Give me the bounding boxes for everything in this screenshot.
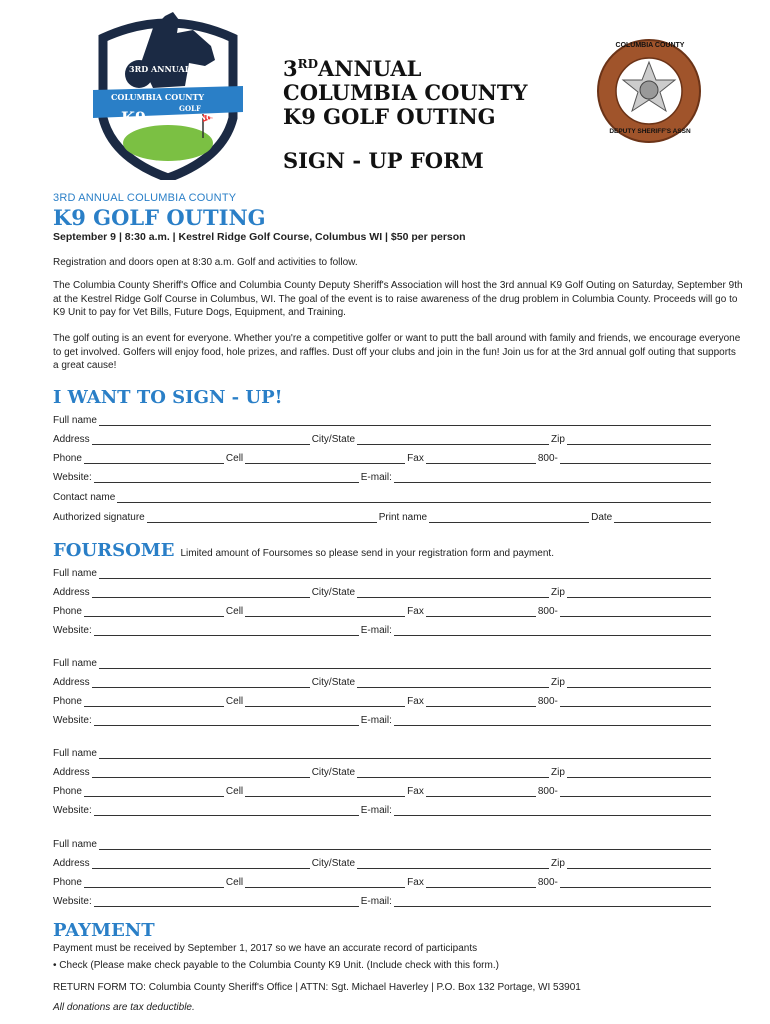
date-label: Date (591, 512, 613, 523)
foursome-2-row-fullname (53, 655, 713, 669)
foursome-2-zip-field[interactable] (567, 677, 711, 688)
signup-row-signature (53, 509, 713, 523)
foursome-4-fax-label: Fax (407, 877, 424, 888)
foursome-2-row-address (53, 674, 713, 688)
foursome-2-fax-800-field[interactable] (560, 696, 711, 707)
foursome-1-row-phone (53, 603, 713, 617)
foursome-2-website-label: Website: (53, 715, 92, 726)
intro-title: K9 GOLF OUTING (53, 205, 266, 230)
foursome-3-email-label: E-mail: (360, 805, 392, 816)
foursome-4-phone-label: Phone (53, 877, 82, 888)
header-title-line3: K9 GOLF OUTING (283, 104, 496, 129)
tax-note: All donations are tax deductible. (53, 1002, 195, 1013)
foursome-3-row-phone (53, 783, 713, 797)
foursome-3-phone-label: Phone (53, 786, 82, 797)
foursome-4-fax-800-label: 800- (537, 877, 558, 888)
foursome-3-cell-field[interactable] (245, 786, 405, 797)
signup-row-phone (53, 450, 713, 464)
address-field[interactable] (92, 434, 310, 445)
foursome-3-row-address (53, 764, 713, 778)
foursome-2-city-state-field[interactable] (357, 677, 549, 688)
foursome-3-address-field[interactable] (92, 767, 310, 778)
foursome-4-row-website (53, 893, 713, 907)
foursome-3-zip-label: Zip (551, 767, 565, 778)
payment-deadline: Payment must be received by September 1, 2017 so we have an accurate record of participants (53, 943, 478, 954)
logo-text-k9: K9 (121, 108, 147, 127)
foursome-1-address-field[interactable] (92, 587, 310, 598)
foursome-3-cell-label: Cell (225, 786, 244, 797)
phone-field[interactable] (84, 453, 224, 464)
foursome-4-website-field[interactable] (94, 896, 359, 907)
foursome-3-address-label: Address (53, 767, 90, 778)
foursome-2-phone-field[interactable] (84, 696, 224, 707)
city-state-field[interactable] (357, 434, 549, 445)
foursome-4-email-label: E-mail: (360, 896, 392, 907)
foursome-3-phone-field[interactable] (84, 786, 224, 797)
signup-row-contact (53, 489, 713, 503)
print-name-field[interactable] (429, 512, 589, 523)
foursome-2-city-state-label: City/State (311, 677, 356, 688)
foursome-2-address-field[interactable] (92, 677, 310, 688)
foursome-1-city-state-label: City/State (311, 587, 356, 598)
foursome-1-city-state-field[interactable] (357, 587, 549, 598)
foursome-2-zip-label: Zip (551, 677, 565, 688)
foursome-3-fax-800-label: 800- (537, 786, 558, 797)
event-logo (93, 8, 243, 180)
header-title-line1: 3RDANNUAL (283, 56, 422, 81)
foursome-3-fax-field[interactable] (426, 786, 536, 797)
foursome-2-phone-label: Phone (53, 696, 82, 707)
foursome-4-full-name-label: Full name (53, 839, 97, 850)
foursome-4-zip-label: Zip (551, 858, 565, 869)
foursome-2-fax-field[interactable] (426, 696, 536, 707)
foursome-3-row-website (53, 802, 713, 816)
logo-text-county: COLUMBIA COUNTY (111, 92, 205, 102)
cell-field[interactable] (245, 453, 405, 464)
payment-section-title: PAYMENT (53, 920, 155, 941)
contact-name-label: Contact name (53, 492, 116, 503)
foursome-1-email-field[interactable] (394, 625, 711, 636)
website-label: Website: (53, 472, 92, 483)
foursome-4-zip-field[interactable] (567, 858, 711, 869)
email-label: E-mail: (360, 472, 392, 483)
foursome-4-website-label: Website: (53, 896, 92, 907)
foursome-1-website-label: Website: (53, 625, 92, 636)
foursome-2-fax-label: Fax (407, 696, 424, 707)
foursome-1-phone-field[interactable] (84, 606, 224, 617)
deputy-sheriffs-badge (596, 38, 702, 144)
foursome-1-fax-label: Fax (407, 606, 424, 617)
foursome-2-email-field[interactable] (394, 715, 711, 726)
signature-field[interactable] (147, 512, 377, 523)
foursome-section-title: FOURSOME (53, 540, 175, 561)
foursome-1-fax-800-field[interactable] (560, 606, 711, 617)
foursome-3-full-name-label: Full name (53, 748, 97, 759)
intro-paragraph-3: The golf outing is an event for everyone. Whether you're a competitive golfer or want to putt the ball around with family and friends, we encourage everyone to get involved. Golfers will enjoy food, hole prizes, and raffles. Dust off your clubs and join in the fun! Join us for at the 3rd annual golf outing that supports a great cause! (53, 333, 741, 372)
full-name-field[interactable] (99, 415, 711, 426)
foursome-4-city-state-field[interactable] (357, 858, 549, 869)
foursome-2-email-label: E-mail: (360, 715, 392, 726)
fax-800-field[interactable] (560, 453, 711, 464)
website-field[interactable] (94, 472, 359, 483)
foursome-1-cell-label: Cell (225, 606, 244, 617)
foursome-2-cell-field[interactable] (245, 696, 405, 707)
foursome-1-row-fullname (53, 565, 713, 579)
intro-paragraph-1: Registration and doors open at 8:30 a.m. Golf and activities to follow. (53, 257, 358, 268)
signup-section-title: I WANT TO SIGN - UP! (53, 387, 283, 408)
foursome-4-cell-label: Cell (225, 877, 244, 888)
date-field[interactable] (614, 512, 711, 523)
foursome-3-zip-field[interactable] (567, 767, 711, 778)
foursome-2-address-label: Address (53, 677, 90, 688)
phone-label: Phone (53, 453, 82, 464)
signature-label: Authorized signature (53, 512, 145, 523)
badge-top-text: COLUMBIA COUNTY (615, 42, 685, 49)
foursome-2-fax-800-label: 800- (537, 696, 558, 707)
foursome-1-email-label: E-mail: (360, 625, 392, 636)
payment-check-note: • Check (Please make check payable to the Columbia County K9 Unit. (Include check with this form.) (53, 960, 499, 971)
foursome-1-fax-800-label: 800- (537, 606, 558, 617)
return-address: RETURN FORM TO: Columbia County Sheriff's Office | ATTN: Sgt. Michael Haverley | P.O. Box 132 Portage, WI 53901 (53, 982, 581, 993)
foursome-3-city-state-label: City/State (311, 767, 356, 778)
cell-label: Cell (225, 453, 244, 464)
email-field[interactable] (394, 472, 711, 483)
badge-bottom-text: DEPUTY SHERIFF'S ASSN (609, 128, 691, 135)
foursome-1-zip-field[interactable] (567, 587, 711, 598)
zip-label: Zip (551, 434, 565, 445)
signup-row-website (53, 469, 713, 483)
foursome-1-cell-field[interactable] (245, 606, 405, 617)
intro-kicker: 3RD ANNUAL COLUMBIA COUNTY (53, 192, 237, 204)
signup-row-fullname (53, 412, 713, 426)
foursome-4-email-field[interactable] (394, 896, 711, 907)
event-details: September 9 | 8:30 a.m. | Kestrel Ridge Golf Course, Columbus WI | $50 per person (53, 231, 466, 243)
foursome-2-website-field[interactable] (94, 715, 359, 726)
logo-text-3rd: 3RD ANNUAL (129, 64, 191, 74)
logo-text-golf: GOLF OUTING (179, 104, 213, 122)
header-title-line2: COLUMBIA COUNTY (283, 80, 528, 105)
foursome-1-address-label: Address (53, 587, 90, 598)
foursome-1-phone-label: Phone (53, 606, 82, 617)
fax-field[interactable] (426, 453, 536, 464)
foursome-4-fax-field[interactable] (426, 877, 536, 888)
print-name-label: Print name (378, 512, 428, 523)
foursome-4-full-name-field[interactable] (99, 839, 711, 850)
foursome-3-website-field[interactable] (94, 805, 359, 816)
foursome-3-fax-800-field[interactable] (560, 786, 711, 797)
fax-800-label: 800- (537, 453, 558, 464)
foursome-4-phone-field[interactable] (84, 877, 224, 888)
foursome-3-full-name-field[interactable] (99, 748, 711, 759)
contact-name-field[interactable] (117, 492, 711, 503)
intro-paragraph-2: The Columbia County Sheriff's Office and Columbia County Deputy Sheriff's Association will host the 3rd annual K9 Golf Outing on Saturday, September 9th at the Kestrel Ridge Golf Course in Columbus, WI. The goal of the event is to raise awareness of the drug problem in Columbia County. Proceeds will go to K9 Unit to pay for Vet Bills, Future Dogs, Equipment, and Training. (53, 280, 743, 319)
foursome-1-row-address (53, 584, 713, 598)
city-state-label: City/State (311, 434, 356, 445)
foursome-note: Limited amount of Foursomes so please send in your registration form and payment. (180, 548, 554, 559)
foursome-1-row-website (53, 622, 713, 636)
foursome-1-full-name-label: Full name (53, 568, 97, 579)
foursome-3-row-fullname (53, 745, 713, 759)
foursome-4-fax-800-field[interactable] (560, 877, 711, 888)
foursome-2-row-website (53, 712, 713, 726)
form-title: SIGN - UP FORM (283, 148, 484, 173)
foursome-4-row-address (53, 855, 713, 869)
zip-field[interactable] (567, 434, 711, 445)
foursome-4-cell-field[interactable] (245, 877, 405, 888)
foursome-4-city-state-label: City/State (311, 858, 356, 869)
header-title (283, 52, 583, 129)
foursome-4-row-fullname (53, 836, 713, 850)
foursome-1-fax-field[interactable] (426, 606, 536, 617)
foursome-2-full-name-field[interactable] (99, 658, 711, 669)
foursome-3-email-field[interactable] (394, 805, 711, 816)
foursome-2-row-phone (53, 693, 713, 707)
foursome-1-full-name-field[interactable] (99, 568, 711, 579)
foursome-1-website-field[interactable] (94, 625, 359, 636)
foursome-2-cell-label: Cell (225, 696, 244, 707)
foursome-4-address-field[interactable] (92, 858, 310, 869)
foursome-header (53, 540, 554, 561)
foursome-3-fax-label: Fax (407, 786, 424, 797)
foursome-3-website-label: Website: (53, 805, 92, 816)
foursome-4-address-label: Address (53, 858, 90, 869)
foursome-4-row-phone (53, 874, 713, 888)
full-name-label: Full name (53, 415, 97, 426)
fax-label: Fax (407, 453, 424, 464)
address-label: Address (53, 434, 90, 445)
signup-row-address (53, 431, 713, 445)
foursome-2-full-name-label: Full name (53, 658, 97, 669)
foursome-1-zip-label: Zip (551, 587, 565, 598)
foursome-3-city-state-field[interactable] (357, 767, 549, 778)
